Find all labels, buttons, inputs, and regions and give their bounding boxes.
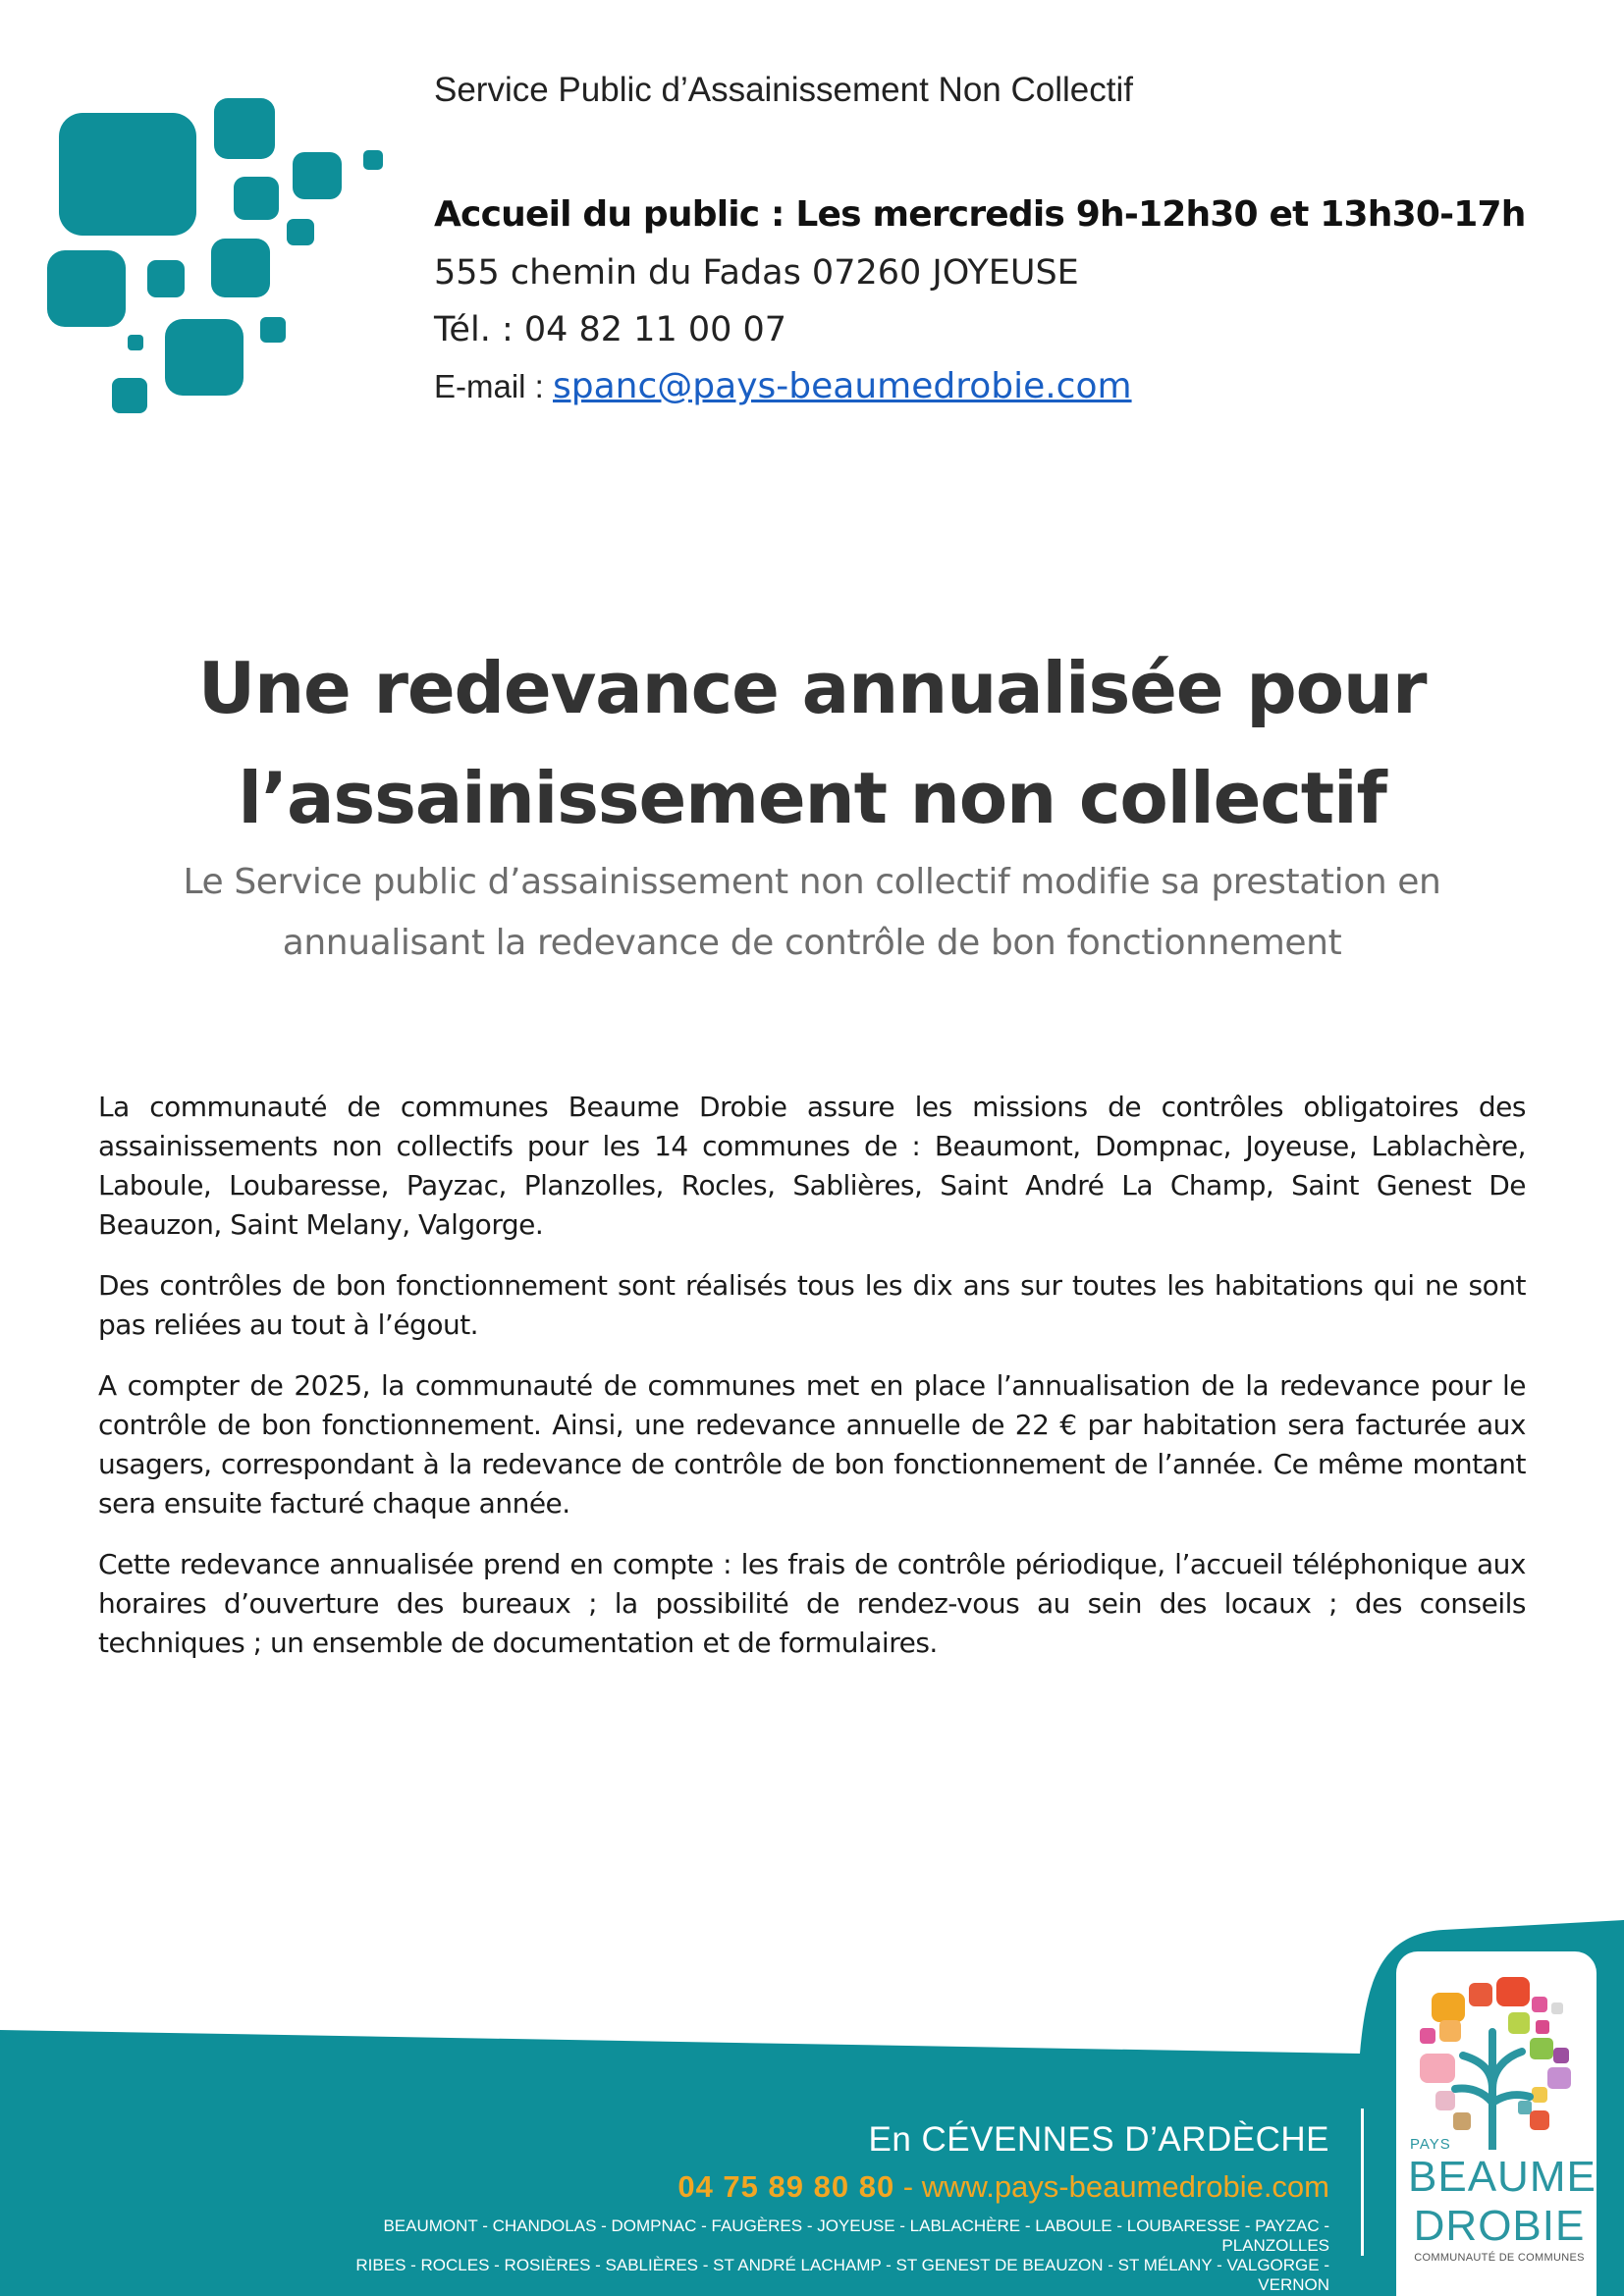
- spanc-logo-squares: [39, 93, 393, 427]
- phone-number: Tél. : 04 82 11 00 07: [434, 310, 787, 349]
- tree-logo-icon: [1414, 1973, 1581, 2150]
- email-line: [434, 366, 1132, 406]
- footer-communes-line-2: RIBES - ROCLES - ROSIÈRES - SABLIÈRES - ST ANDRÉ LACHAMP - ST GENEST DE BEAUZON - ST MÉLANY - VALGORGE - VERNON: [355, 2256, 1329, 2294]
- page-title: [0, 633, 1624, 853]
- page-title-line-2: l’assainissement non collectif: [238, 757, 1386, 839]
- footer-phone: 04 75 89 80 80: [677, 2169, 895, 2204]
- logo-beaume: BEAUME: [1408, 2153, 1597, 2201]
- body-text: [98, 1088, 1526, 1684]
- paragraph-included-services: Cette redevance annualisée prend en compte : les frais de contrôle périodique, l’accueil téléphonique aux horaires d’ouverture des bureaux ; la possibilité de rendez-vous au sein des locaux ; des conseils techniques ; un ensemble de documentation et de formulaires.: [98, 1548, 1526, 1659]
- service-name: Service Public d’Assainissement Non Collectif: [434, 71, 1133, 109]
- opening-hours: Accueil du public : Les mercredis 9h-12h30 et 13h30-17h: [434, 194, 1526, 235]
- page-subtitle: [0, 852, 1624, 974]
- page-subtitle-line-1: Le Service public d’assainissement non collectif modifie sa prestation en: [183, 862, 1441, 902]
- footer-communes-line-1: BEAUMONT - CHANDOLAS - DOMPNAC - FAUGÈRES - JOYEUSE - LABLACHÈRE - LABOULE - LOUBARESSE - PAYZAC - PLANZOLLES: [383, 2216, 1329, 2255]
- paragraph-controls: Des contrôles de bon fonctionnement sont réalisés tous les dix ans sur toutes les habitations qui ne sont pas reliées au tout à l’égout.: [98, 1269, 1526, 1341]
- footer-website-link[interactable]: www.pays-beaumedrobie.com: [921, 2169, 1329, 2204]
- paragraph-annualisation: A compter de 2025, la communauté de communes met en place l’annualisation de la redevance pour le contrôle de bon fonctionnement. Ainsi, une redevance annuelle de 22 € par habitation sera facturée aux usagers, correspondant à la redevance de contrôle de bon fonctionnement de l’année. Ce même montant sera ensuite facturé chaque année.: [98, 1369, 1526, 1520]
- footer-contact: [677, 2169, 1329, 2205]
- page-title-line-1: Une redevance annualisée pour: [197, 647, 1427, 729]
- footer-divider: [1361, 2109, 1364, 2256]
- logo-communaute-de-communes: COMMUNAUTÉ DE COMMUNES: [1414, 2252, 1585, 2264]
- footer-separator: -: [894, 2169, 922, 2204]
- address: 555 chemin du Fadas 07260 JOYEUSE: [434, 253, 1079, 293]
- paragraph-communes: La communauté de communes Beaume Drobie assure les missions de contrôles obligatoires des assainissements non collectifs pour les 14 communes de : Beaumont, Dompnac, Joyeuse, Lablachère, Laboule, Loubaresse, Payzac, Planzolles, Rocles, Sablières, Saint André La Champ, Saint Genest De Beauzon, Saint Melany, Valgorge.: [98, 1091, 1526, 1241]
- logo-drobie: DROBIE: [1413, 2202, 1586, 2250]
- page-subtitle-line-2: annualisant la redevance de contrôle de bon fonctionnement: [282, 923, 1342, 963]
- email-label: E-mail :: [434, 368, 554, 404]
- footer-region: En CÉVENNES D’ARDÈCHE: [868, 2120, 1329, 2159]
- email-link[interactable]: spanc@pays-beaumedrobie.com: [553, 366, 1132, 406]
- logo-pays: PAYS: [1410, 2136, 1451, 2153]
- footer-communes: [289, 2216, 1329, 2295]
